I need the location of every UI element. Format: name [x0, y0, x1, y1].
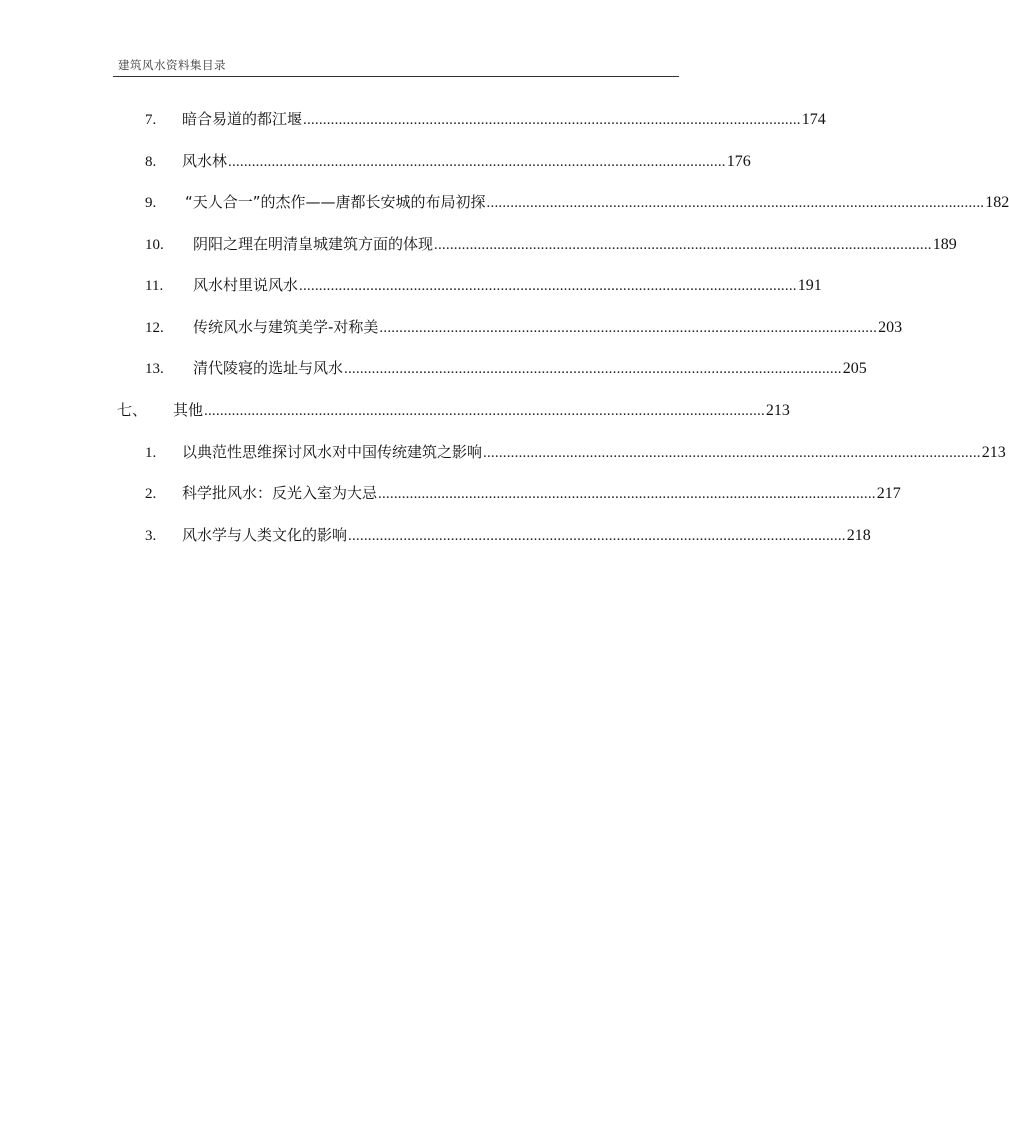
- toc-entry[interactable]: [145, 108, 826, 130]
- toc-entry-number: 1.: [145, 445, 157, 461]
- toc-entry-title: 风水村里说风水: [193, 276, 299, 294]
- toc-dot-leader: ..............................................................................................................................: [379, 320, 878, 336]
- toc-entry-number: 12.: [145, 320, 164, 336]
- toc-dot-leader: ..............................................................................................................................................: [204, 403, 765, 419]
- toc-entry-title: 以典范性思维探讨风水对中国传统建筑之影响: [182, 443, 483, 461]
- toc-dot-leader: ..............................................................................................................................: [299, 278, 797, 294]
- toc-entry-number: 9.: [145, 195, 157, 211]
- toc-entry-number: 10.: [145, 237, 164, 253]
- toc-dot-leader: ..............................................................................................................................: [378, 486, 876, 502]
- toc-entry-number: 3.: [145, 528, 157, 544]
- toc-entry-title: 清代陵寝的选址与风水: [193, 359, 344, 377]
- toc-entry[interactable]: [145, 357, 867, 379]
- toc-entry-title: 阴阳之理在明清皇城建筑方面的体现: [193, 235, 434, 253]
- toc-entry-title: 风水林: [182, 152, 228, 170]
- toc-entry-page: 213: [765, 402, 790, 419]
- toc-entry-number: 13.: [145, 361, 164, 377]
- toc-entry-title: 传统风水与建筑美学-对称美: [193, 318, 379, 336]
- header-divider: [113, 76, 679, 77]
- toc-entry-number: 2.: [145, 486, 157, 502]
- toc-entry[interactable]: [145, 524, 871, 546]
- toc-entry-page: 189: [932, 236, 957, 253]
- toc-entry[interactable]: [145, 233, 957, 255]
- toc-entry-page: 203: [878, 319, 903, 336]
- toc-entry-page: 182: [985, 194, 1009, 211]
- toc-entry-title: 风水学与人类文化的影响: [182, 526, 348, 544]
- toc-entry[interactable]: [145, 482, 901, 504]
- toc-section-entry[interactable]: [117, 399, 790, 421]
- toc-dot-leader: ..............................................................................................................................: [434, 237, 932, 253]
- toc-entry-page: 176: [726, 153, 751, 170]
- toc-entry-page: 191: [797, 277, 822, 294]
- toc-entry-title: 暗合易道的都江堰: [182, 110, 303, 128]
- toc-dot-leader: ..............................................................................................................................: [486, 195, 985, 211]
- toc-entry-title: “天人合一”的杰作——唐都长安城的布局初探: [185, 193, 486, 211]
- toc-entry-title: 科学批风水：反光入室为大忌: [182, 484, 378, 502]
- toc-section-number: 七、: [117, 401, 148, 419]
- toc-entry[interactable]: [145, 191, 1009, 213]
- toc-dot-leader: ..............................................................................................................................: [348, 528, 846, 544]
- toc-entry-page: 217: [876, 485, 901, 502]
- running-header-title: 建筑风水资料集目录: [118, 58, 226, 72]
- toc-entry-number: 7.: [145, 112, 157, 128]
- toc-entry-page: 218: [846, 527, 871, 544]
- toc-dot-leader: ..............................................................................................................................: [344, 361, 842, 377]
- toc-entry[interactable]: [145, 150, 751, 172]
- toc-entry[interactable]: [145, 316, 903, 338]
- toc-entry-page: 213: [981, 444, 1006, 461]
- toc-section-title: 其他: [173, 401, 204, 419]
- toc-dot-leader: ..............................................................................................................................: [483, 445, 981, 461]
- toc-dot-leader: ..............................................................................................................................: [303, 112, 801, 128]
- toc-entry-number: 11.: [145, 278, 164, 294]
- toc-entry[interactable]: [145, 441, 1006, 463]
- toc-entry-page: 205: [842, 360, 867, 377]
- toc-dot-leader: ..............................................................................................................................: [228, 154, 726, 170]
- toc-entry-number: 8.: [145, 154, 157, 170]
- toc-entry-page: 174: [801, 111, 826, 128]
- toc-entry[interactable]: [145, 274, 822, 296]
